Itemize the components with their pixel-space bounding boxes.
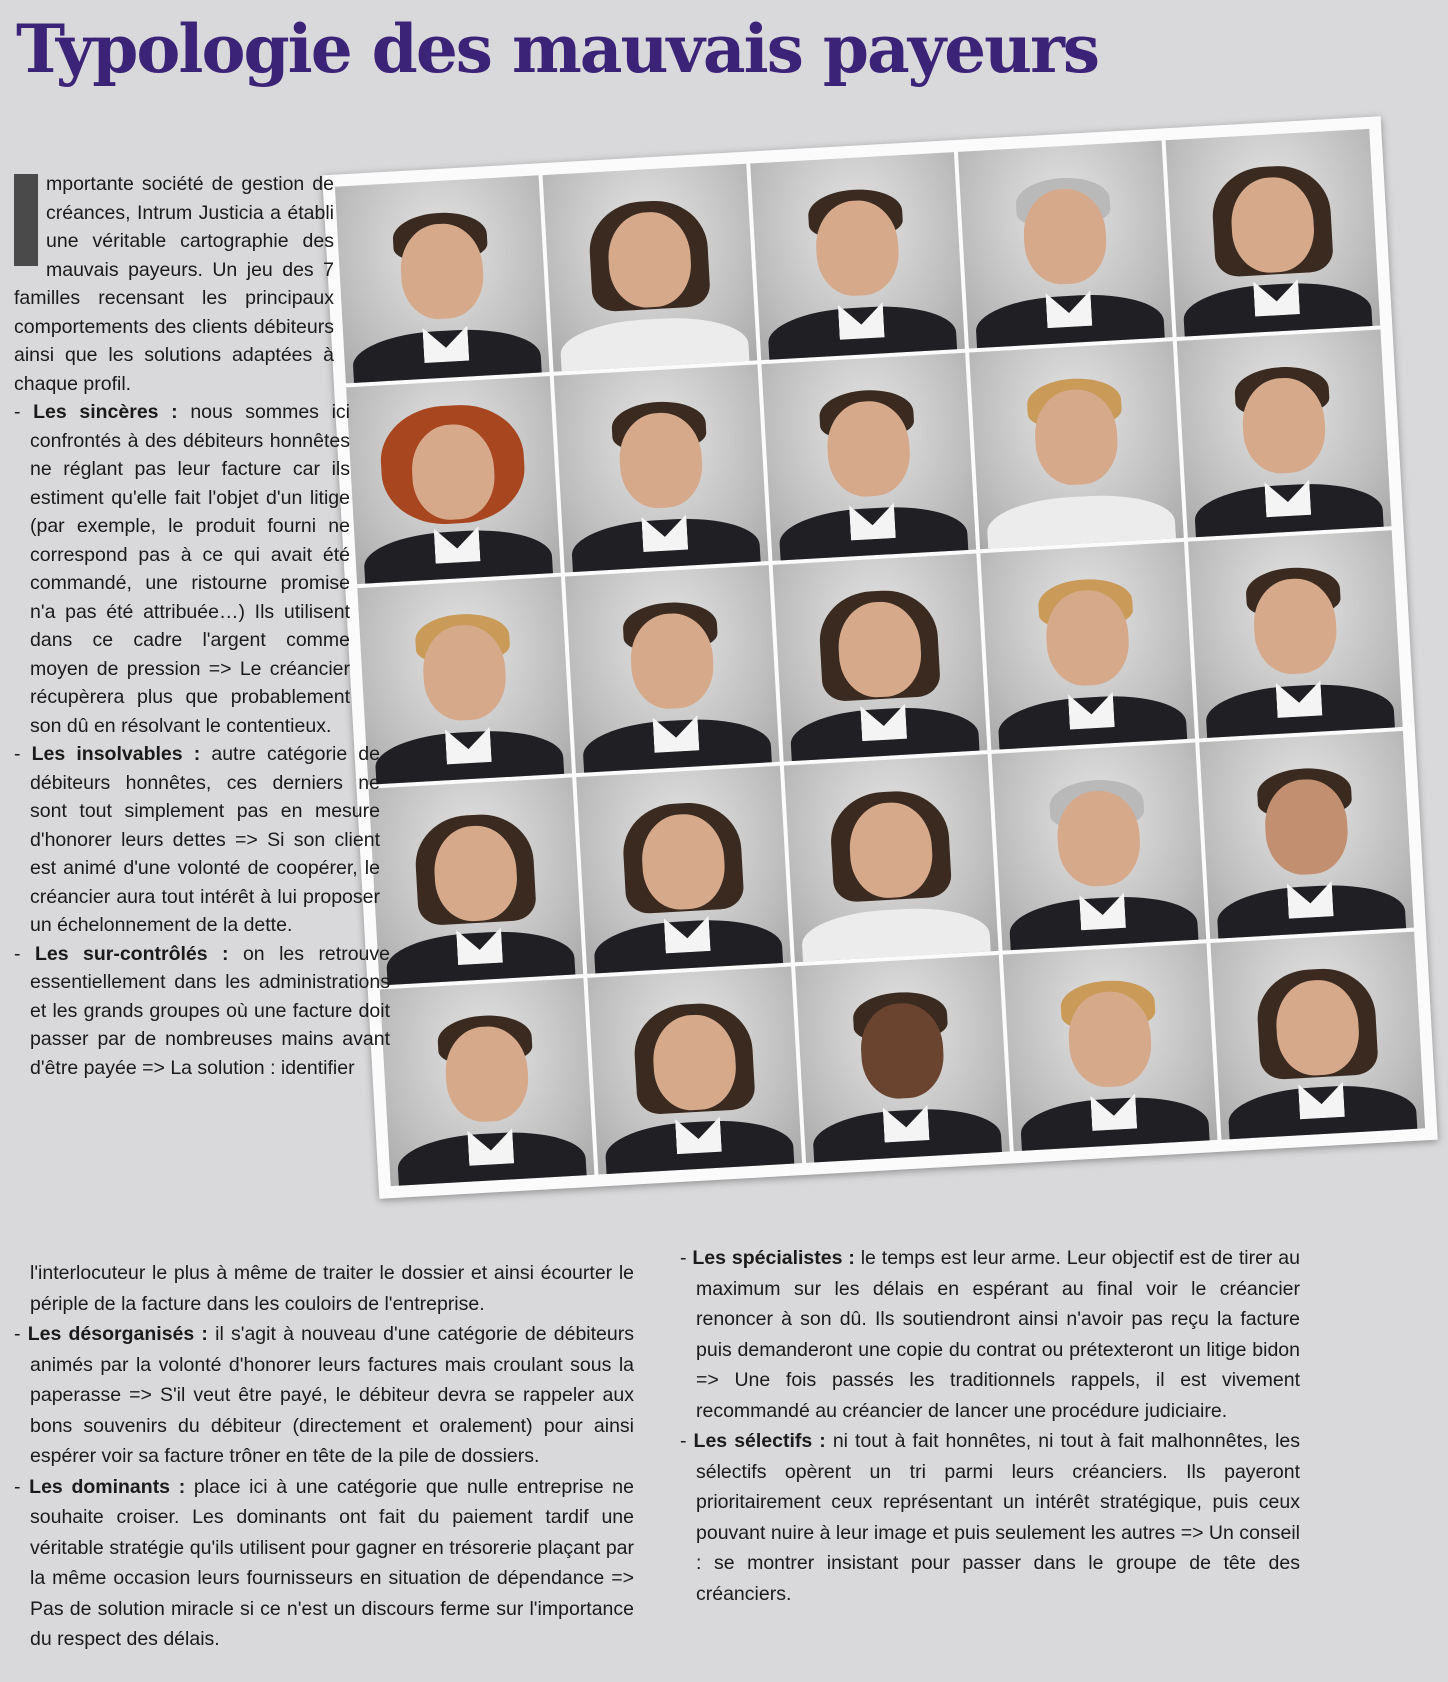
portrait-collage <box>322 116 1438 1199</box>
section-sur-controles-continued: l'interlocuteur le plus à même de traiter le dossier et ainsi écourter le périple de la facture dans les couloirs de l'entreprise. <box>30 1262 634 1315</box>
section-insolvables: - Les insolvables : autre catégorie de débiteurs honnêtes, ces derniers ne sont tout simplement pas en mesure d'honorer leurs dettes => Si son client est animé d'une volonté de coopérer, le créancier aura tout intérêt à lui proposer un échelonnement de la dette. <box>14 743 380 936</box>
portrait-photo <box>543 164 758 372</box>
article-column-left <box>14 170 414 1082</box>
section-text: place ici à une catégorie que nulle entreprise ne souhaite croiser. Les dominants ont fait du paiement tardif une véritable stratégie qu'ils utilisent pour gagner en trésorerie plaçant par la même occasion leurs fournisseurs en situation de dépendance => Pas de solution miracle si ce n'est un discours ferme sur l'importance du respect des délais. <box>30 1475 634 1650</box>
portrait-photo <box>795 955 1010 1163</box>
section-text: on les retrouve essentiellement dans les administrations et les grands groupes où une facture doit passer par de nombreuses mains avant d'être payée => La solution : identifier <box>30 942 390 1079</box>
portrait-photo <box>554 364 769 572</box>
portrait-photo <box>784 754 999 962</box>
portrait-photo <box>969 341 1184 549</box>
section-heading: Les sélectifs : <box>693 1430 826 1452</box>
article-intro: mportante société de gestion de créances, Intrum Justicia a établi une véritable cartographie des mauvais payeurs. Un jeu des 7 familles recensant les principaux comportements des clients débiteurs ainsi que les solutions adaptées à chaque profil. <box>14 173 334 395</box>
section-heading: Les insolvables : <box>31 743 201 765</box>
section-heading: Les désorganisés : <box>27 1323 208 1345</box>
section-text: autre catégorie de débiteurs honnêtes, ces derniers ne sont tout simplement pas en mesure d'honorer leurs dettes => Si son client est animé d'une volonté de coopérer, le créancier aura tout intérêt à lui proposer un échelonnement de la dette. <box>30 743 380 936</box>
portrait-photo <box>958 140 1173 348</box>
section-sur-controles: - Les sur-contrôlés : on les retrouve essentiellement dans les administrations et les grands groupes où une facture doit passer par de nombreuses mains avant d'être payée => La solution : identifier <box>14 942 390 1079</box>
section-specialistes: - Les spécialistes : le temps est leur arme. Leur objectif est de tirer au maximum sur les délais en espérant au final voir le créancier renoncer à son dû. Ils soutiendront ainsi n'avoir pas reçu la facture puis demanderont une copie du contrat ou prétexteront un litige bidon => Une fois passés les traditionnels rappels, il est vivement recommandé au créancier de lancer une procédure judiciaire. <box>680 1247 1300 1422</box>
portrait-photo <box>1199 731 1414 939</box>
drop-cap <box>14 174 38 266</box>
portrait-photo <box>761 353 976 561</box>
portrait-photo <box>773 553 988 761</box>
portrait-photo <box>750 152 965 360</box>
portrait-photo <box>1188 530 1403 738</box>
section-heading: Les sur-contrôlés : <box>34 942 229 965</box>
portrait-photo <box>1166 129 1381 337</box>
article-title: Typologie des mauvais payeurs <box>16 10 1099 88</box>
section-desorganises: - Les désorganisés : il s'agit à nouveau d'une catégorie de débiteurs animés par la volonté d'honorer leurs factures mais croulant sous la paperasse => S'il veut être payé, le débiteur devra se rappeler aux bons souvenirs du débiteur (directement et oralement) pour ainsi espérer voir sa facture trôner en tête de la pile de dossiers. <box>14 1323 634 1467</box>
section-text: le temps est leur arme. Leur objectif est de tirer au maximum sur les délais en espérant au final voir le créancier renoncer à son dû. Ils soutiendront ainsi n'avoir pas reçu la facture puis demanderont une copie du contrat ou prétexteront un litige bidon => Une fois passés les traditionnels rappels, il est vivement recommandé au créancier de lancer une procédure judiciaire. <box>696 1247 1300 1422</box>
section-selectifs: - Les sélectifs : ni tout à fait honnêtes, ni tout à fait malhonnêtes, les sélectifs opèrent un tri parmi leurs créanciers. Ils payeront prioritairement ceux représentant un intérêt stratégique, puis ceux pouvant nuire à leur image et puis seulement les autres => Un conseil : se montrer insistant pour passer dans le groupe de tête des créanciers. <box>680 1430 1301 1605</box>
section-heading: Les spécialistes : <box>692 1247 855 1269</box>
section-dominants: - Les dominants : place ici à une catégorie que nulle entreprise ne souhaite croiser. Les dominants ont fait du paiement tardif une véritable stratégie qu'ils utilisent pour gagner en trésorerie plaçant par la même occasion leurs fournisseurs en situation de dépendance => Pas de solution miracle si ce n'est un discours ferme sur l'importance du respect des délais. <box>14 1475 634 1650</box>
portrait-photo <box>1210 932 1425 1140</box>
portrait-photo <box>565 565 780 773</box>
section-text: ni tout à fait honnêtes, ni tout à fait malhonnêtes, les sélectifs opèrent un tri parmi leurs créanciers. Ils payeront prioritairement ceux représentant un intérêt stratégique, puis ceux pouvant nuire à leur image et puis seulement les autres => Un conseil : se montrer insistant pour passer dans le groupe de tête des créanciers. <box>696 1430 1301 1605</box>
section-sinceres: - Les sincères : nous sommes ici confrontés à des débiteurs honnêtes ne réglant pas leur facture car ils estiment qu'elle fait l'objet d'un litige (par exemple, le produit fourni ne correspond pas à ce qui avait été commandé, une ristourne promise n'a pas été attribuée…) Ils utilisent dans ce cadre l'argent comme moyen de pression => Le créancier récupèrera plus que probablement son dû en résolvant le contentieux. <box>14 401 350 737</box>
portrait-grid <box>335 129 1425 1186</box>
section-text: il s'agit à nouveau d'une catégorie de débiteurs animés par la volonté d'honorer leurs factures mais croulant sous la paperasse => S'il veut être payé, le débiteur devra se rappeler aux bons souvenirs du débiteur (directement et oralement) pour ainsi espérer voir sa facture trôner en tête de la pile de dossiers. <box>30 1323 634 1467</box>
portrait-photo <box>1177 330 1392 538</box>
article-column-right <box>680 1243 1300 1609</box>
portrait-photo <box>980 542 1195 750</box>
portrait-photo <box>1003 943 1218 1151</box>
section-text: nous sommes ici confrontés à des débiteurs honnêtes ne réglant pas leur facture car ils estiment qu'elle fait l'objet d'un litige (par exemple, le produit fourni ne correspond pas à ce qui avait été commandé, une ristourne promise n'a pas été attribuée…) Ils utilisent dans ce cadre l'argent comme moyen de pression => Le créancier récupèrera plus que probablement son dû en résolvant le contentieux. <box>30 401 350 737</box>
section-heading: Les sincères : <box>33 401 178 423</box>
portrait-photo <box>992 743 1207 951</box>
article-column-bottom-left <box>14 1258 634 1655</box>
section-heading: Les dominants : <box>29 1475 186 1498</box>
portrait-photo <box>576 766 791 974</box>
portrait-photo <box>587 966 802 1174</box>
